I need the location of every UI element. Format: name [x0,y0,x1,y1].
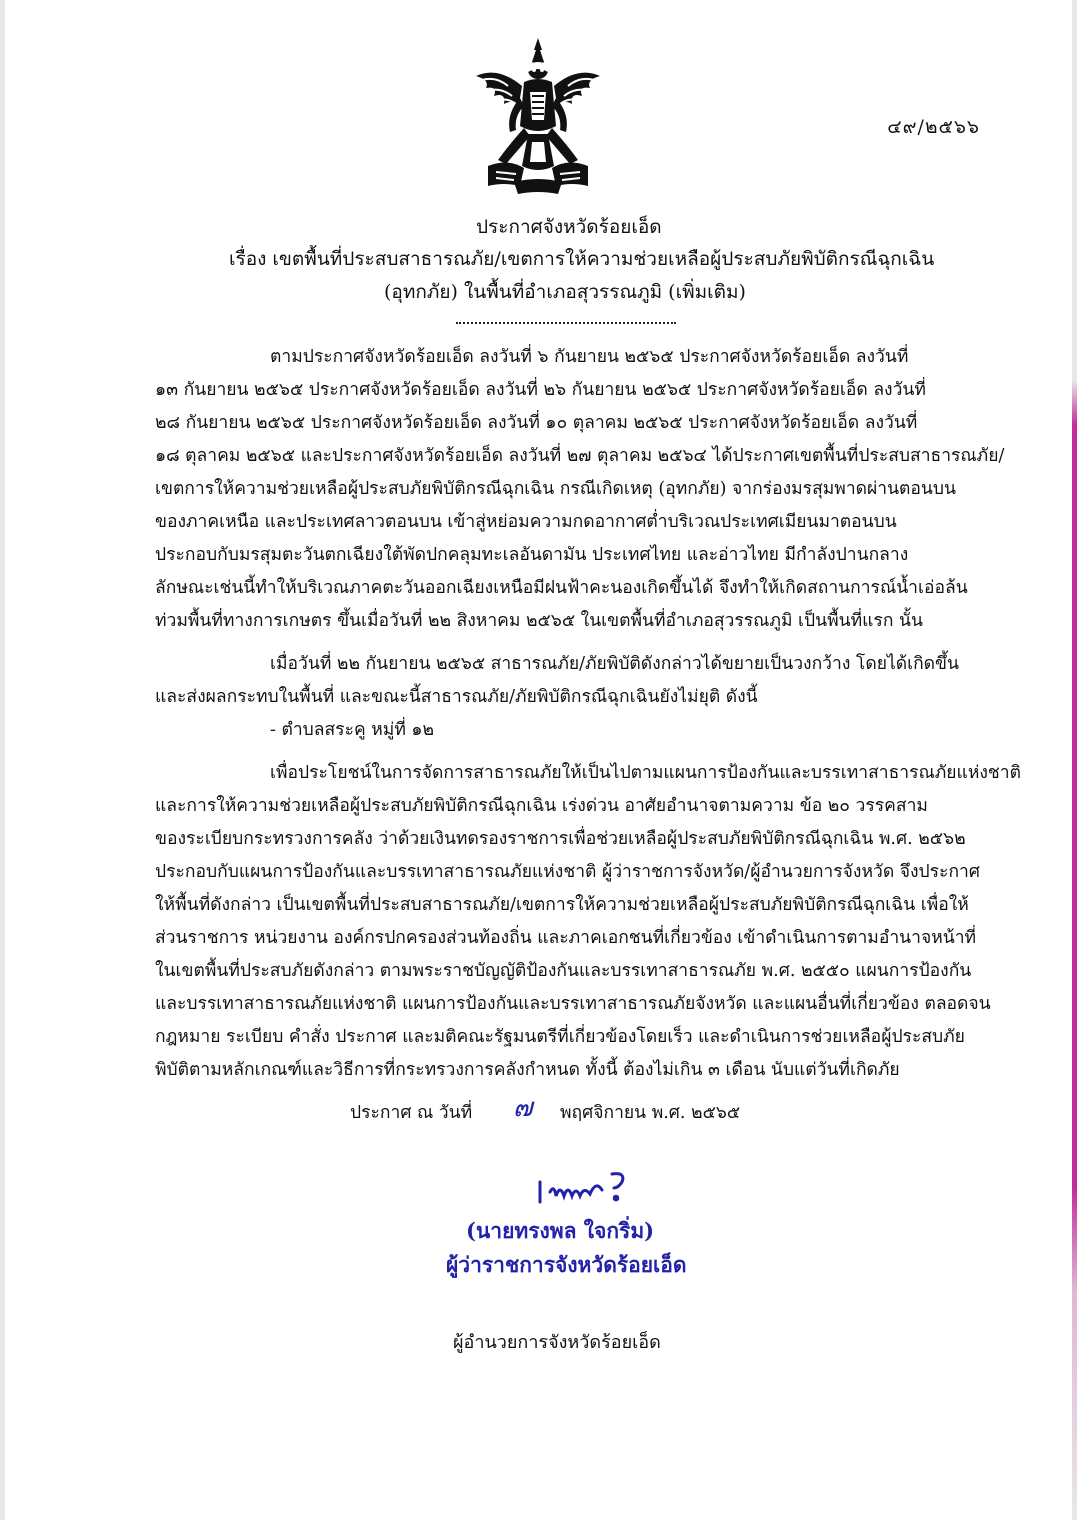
body-line: และส่งผลกระทบในพื้นที่ และขณะนี้สาธารณภัย/ภัยพิบัติกรณีฉุกเฉินยังไม่ยุติ ดังนี้ [155,687,758,707]
announce-date-rest: พฤศจิกายน พ.ศ. ๒๕๖๕ [560,1103,741,1123]
body-line: และการให้ความช่วยเหลือผู้ประสบภัยพิบัติกรณีฉุกเฉิน เร่งด่วน อาศัยอำนาจตามความ ข้อ ๒๐ วรรคสาม [155,796,928,816]
scan-edge-right [1072,0,1077,1520]
scan-edge-left [0,0,5,1520]
body-line: เมื่อวันที่ ๒๒ กันยายน ๒๕๖๕ สาธารณภัย/ภัยพิบัติดังกล่าวได้ขยายเป็นวงกว้าง โดยได้เกิดขึ้น [270,654,959,674]
body-line: ของระเบียบกระทรวงการคลัง ว่าด้วยเงินทดรองราชการเพื่อช่วยเหลือผู้ประสบภัยพิบัติกรณีฉุกเฉิน พ.ศ. ๒๕๖๒ [155,829,966,849]
handwritten-signature [534,1168,644,1208]
body-line: ๒๘ กันยายน ๒๕๖๕ ประกาศจังหวัดร้อยเอ็ด ลงวันที่ ๑๐ ตุลาคม ๒๕๖๕ ประกาศจังหวัดร้อยเอ็ด ลงวันที่ [155,413,918,433]
body-line: ๑๓ กันยายน ๒๕๖๕ ประกาศจังหวัดร้อยเอ็ด ลงวันที่ ๒๖ กันยายน ๒๕๖๕ ประกาศจังหวัดร้อยเอ็ด ลงวันที่ [155,380,926,400]
body-line: เพื่อประโยชน์ในการจัดการสาธารณภัยให้เป็นไปตามแผนการป้องกันและบรรเทาสาธารณภัยแห่งชาติ [270,763,1021,783]
subject-line-1: เรื่อง เขตพื้นที่ประสบสาธารณภัย/เขตการให้ความช่วยเหลือผู้ประสบภัยพิบัติกรณีฉุกเฉิน [229,248,935,270]
document-title: ประกาศจังหวัดร้อยเอ็ด [476,216,662,238]
body-line: ของภาคเหนือ และประเทศลาวตอนบน เข้าสู่หย่อมความกดอากาศต่ำบริเวณประเทศเมียนมาตอนบน [155,512,897,532]
signatory-role: ผู้อำนวยการจังหวัดร้อยเอ็ด [453,1332,661,1353]
announce-day: ๗ [513,1093,533,1123]
body-line: ในเขตพื้นที่ประสบภัยดังกล่าว ตามพระราชบัญญัติป้องกันและบรรเทาสาธารณภัย พ.ศ. ๒๕๕๐ แผนการป้องกัน [155,961,972,981]
separator-dots [456,312,676,324]
body-line: ประกอบกับมรสุมตะวันตกเฉียงใต้พัดปกคลุมทะเลอันดามัน ประเทศไทย และอ่าวไทย มีกำลังปานกลาง [155,545,909,565]
garuda-emblem-icon [468,36,608,196]
body-line: กฎหมาย ระเบียบ คำสั่ง ประกาศ และมติคณะรัฐมนตรีที่เกี่ยวข้องโดยเร็ว และดำเนินการช่วยเหลือผู้ประสบภัย [155,1027,965,1047]
body-line: และบรรเทาสาธารณภัยแห่งชาติ แผนการป้องกันและบรรเทาสาธารณภัยจังหวัด และแผนอื่นที่เกี่ยวข้อง ตลอดจน [155,994,991,1014]
signatory-position: ผู้ว่าราชการจังหวัดร้อยเอ็ด [446,1252,687,1277]
body-line: ตามประกาศจังหวัดร้อยเอ็ด ลงวันที่ ๖ กันยายน ๒๕๖๕ ประกาศจังหวัดร้อยเอ็ด ลงวันที่ [270,347,909,367]
body-line: ประกอบกับแผนการป้องกันและบรรเทาสาธารณภัยแห่งชาติ ผู้ว่าราชการจังหวัด/ผู้อำนวยการจังหวัด จึงประกาศ [155,862,980,882]
body-line: ลักษณะเช่นนี้ทำให้บริเวณภาคตะวันออกเฉียงเหนือมีฝนฟ้าคะนองเกิดขึ้นได้ จึงทำให้เกิดสถานการณ์น้ำเอ่อล้น [155,578,968,598]
subject-line-2: (อุทกภัย) ในพื้นที่อำเภอสุวรรณภูมิ (เพิ่มเติม) [384,281,746,303]
signatory-name: (นายทรงพล ใจกริ่ม) [466,1218,655,1243]
document-number: ๔๙/๒๕๖๖ [887,116,980,138]
body-line: ท่วมพื้นที่ทางการเกษตร ขึ้นเมื่อวันที่ ๒๒ สิงหาคม ๒๕๖๕ ในเขตพื้นที่อำเภอสุวรรณภูมิ เป็นพื้นที่แรก นั้น [155,611,923,631]
body-line: ให้พื้นที่ดังกล่าว เป็นเขตพื้นที่ประสบสาธารณภัย/เขตการให้ความช่วยเหลือผู้ประสบภัยพิบัติกรณีฉุกเฉิน เพื่อให้ [155,895,969,915]
body-line: เขตการให้ความช่วยเหลือผู้ประสบภัยพิบัติกรณีฉุกเฉิน กรณีเกิดเหตุ (อุทกภัย) จากร่องมรสุมพาดผ่านตอนบน [155,479,956,499]
body-line: พิบัติตามหลักเกณฑ์และวิธีการที่กระทรวงการคลังกำหนด ทั้งนี้ ต้องไม่เกิน ๓ เดือน นับแต่วันที่เกิดภัย [155,1060,900,1080]
announce-prefix: ประกาศ ณ วันที่ [350,1103,473,1123]
affected-area-item: - ตำบลสระคู หมู่ที่ ๑๒ [270,720,435,740]
body-line: ๑๘ ตุลาคม ๒๕๖๕ และประกาศจังหวัดร้อยเอ็ด ลงวันที่ ๒๗ ตุลาคม ๒๕๖๔ ได้ประกาศเขตพื้นที่ประสบสาธารณภัย/ [155,446,1005,466]
body-line: ส่วนราชการ หน่วยงาน องค์กรปกครองส่วนท้องถิ่น และภาคเอกชนที่เกี่ยวข้อง เข้าดำเนินการตามอำนาจหน้าที่ [155,928,977,948]
